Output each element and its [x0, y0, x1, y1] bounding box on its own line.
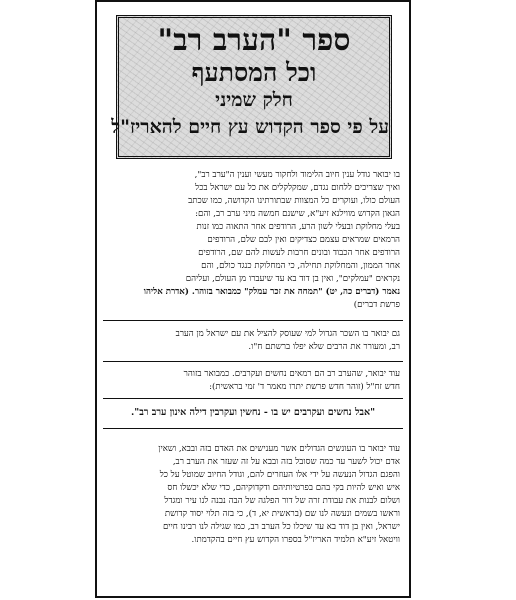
text-line: איש ואיש להיות בקי בהם בפרטיותיהם ודקדוקיהם, כדי שלא יכשלו חס — [167, 483, 400, 493]
reward-section — [106, 328, 400, 354]
zohar-quote: "אבל נחשים ועקרבים יש בו - נחשין ועקרבין דילה אינון ערב רב". — [130, 407, 376, 418]
text-line: העולם כולו, ועוקרים כל המצוות שבתורתינו הקדושה, כמו שכתב — [188, 196, 400, 206]
punishment-section — [106, 443, 400, 547]
source-line: על פי ספר הקדוש עץ חיים להאריז"ל — [111, 116, 389, 138]
text-line: גם יבואר בו השכר הגדול למי שעוסק להציל את עם ישראל מן הערב — [175, 329, 400, 339]
text-line: והפגם הגדול הנעשה על ידי אלו העוזרים להם, וגודל החיוב שמוטל על כל — [159, 470, 400, 480]
text-line: אחר הממון, והמחלוקת תחילה, כי המחלוקת כנגד כולם, והם — [201, 261, 400, 271]
text-line: ואיך שצריכים ללחום נגדם, שמקלקלים את כל עם ישראל בכל — [195, 183, 400, 193]
text-line: עוד יבואר, שהערב רב הם רמאים נחשים ועקרבים. כמבואר בזוהר — [183, 369, 400, 379]
text-line: אדם יכול לשער עד כמה שסובל בזה ובבא על זה שעזר את הערב רב, — [172, 457, 400, 467]
page-frame — [95, 0, 411, 598]
text-line: וויטאל זיע"א תלמיד האריז"ל בספרו הקדוש עץ חיים בהקדמתו. — [191, 535, 400, 545]
volume-label: חלק שמיני — [215, 89, 293, 111]
text-line: ישראל, ואין בן דוד בא עד שיכלו כל הערב רב, כמו שגילה לנו רבינו חיים — [162, 522, 400, 532]
text-line: הרודפים אחר הכבוד ובונים חרבות לעשות להם שם, הרודפים — [198, 248, 400, 258]
text-line: וראשו בשמים ונעשה לנו שם (בראשית יא, ד), כי בזה תלוי יסוד קדושת — [164, 509, 400, 519]
text-line: פרשת דברים) — [353, 300, 400, 310]
text-line: רב, ומעורר את הרבים שלא יפלו ברשתם ח"ו. — [248, 342, 400, 352]
text-line: ושלום לבנות את עבודת זרה של דור הפלגה של הבה נבנה לנו עיר ומגדל — [164, 496, 400, 506]
zohar-section — [106, 368, 400, 394]
text-line: נאמר (דברים כה, יט) "תמחה את זכר עמלק" כמבואר בזוהר. (אדרת אליהו — [143, 287, 400, 297]
divider — [103, 428, 403, 429]
text-line: בו יבואר גודל ענין חיוב הלימוד ולחקור מעשי וענין ה"ערב רב", — [194, 170, 400, 180]
book-subtitle: וכל המסתעף — [191, 58, 317, 87]
divider — [103, 361, 403, 362]
book-title: ספר "הערב רב" — [157, 23, 351, 58]
title-box — [111, 15, 392, 159]
text-line: חדש זח"ל (זוהר חדש פרשת יתרו מאמר ד' זמי בראשית): — [209, 382, 400, 392]
intro-section — [106, 169, 400, 312]
divider — [103, 398, 403, 399]
text-line: בעלי מחלוקת ובעלי לשון הרע, הרודפים אחר התאוה כמו זנות — [196, 222, 400, 232]
divider — [103, 320, 403, 321]
text-line: נקראים "עמלקים", ואין בן דוד בא עד שיעברו מן העולם, ועליהם — [185, 274, 400, 284]
text-line: הגאון הקדוש מווילנא זיע"א, שישנם חמשה מיני ערב רב, והם: — [195, 209, 400, 219]
text-line: עוד יבואר בו העונשים הגדולים אשר מענישים את האדם בזה ובבא, ושאין — [158, 444, 400, 454]
text-line: הרמאים שמראים עצמם כצדיקים ואין לבם שלם, הרודפים — [207, 235, 400, 245]
